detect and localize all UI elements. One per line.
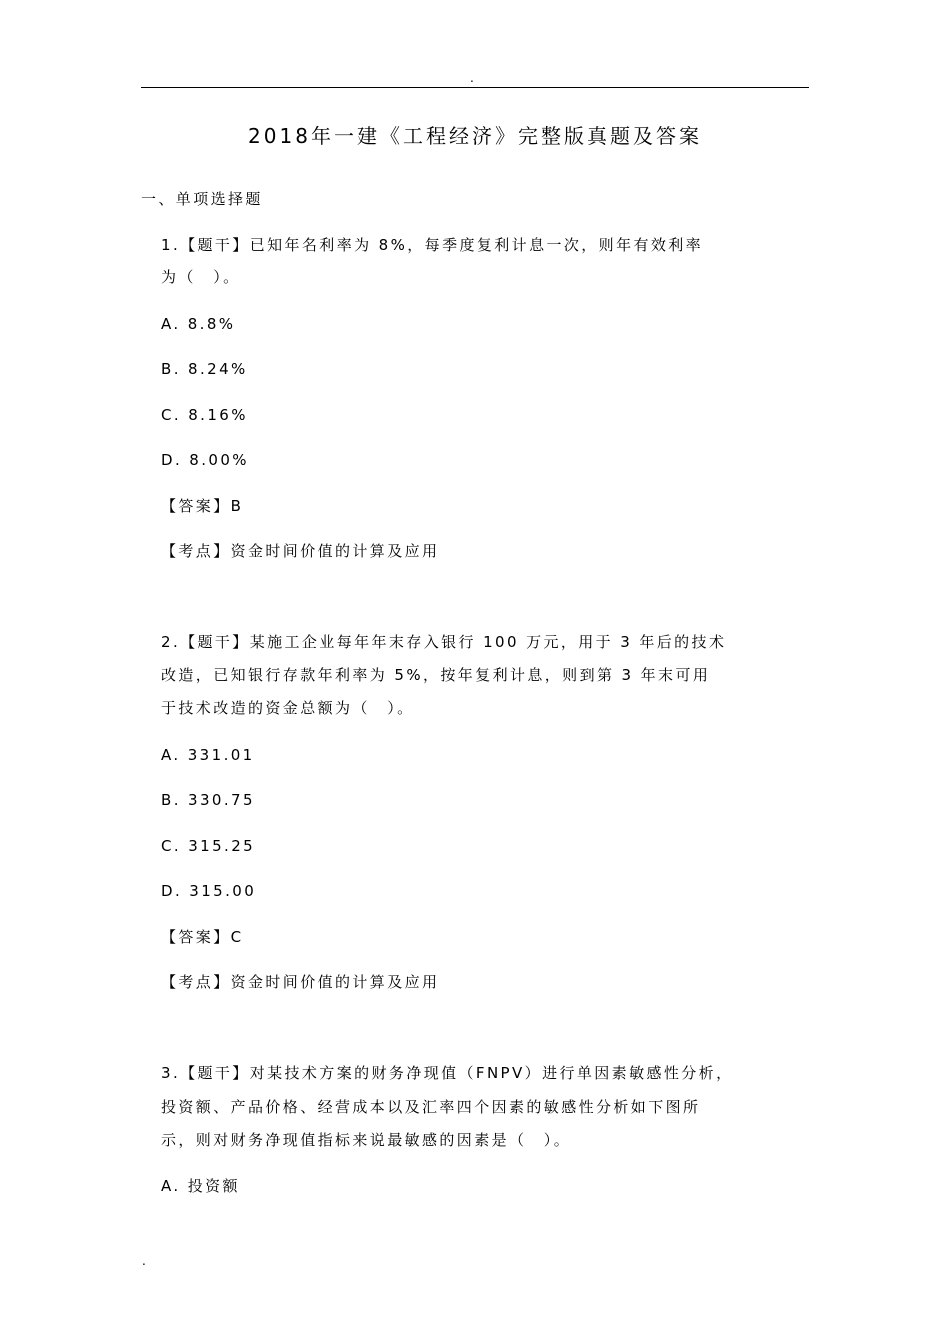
header-rule <box>141 87 809 88</box>
question-stem-line: 为（ ）。 <box>161 268 241 286</box>
answer: 【答案】C <box>161 928 244 946</box>
option-a: A. 8.8% <box>161 315 236 333</box>
answer: 【答案】B <box>161 497 244 515</box>
page-title: 2018年一建《工程经济》完整版真题及答案 <box>248 124 702 148</box>
option-a: A. 331.01 <box>161 746 255 764</box>
section-heading: 一、单项选择题 <box>141 190 263 208</box>
question-stem-line: 3.【题干】对某技术方案的财务净现值（FNPV）进行单因素敏感性分析， <box>161 1064 734 1082</box>
topic: 【考点】资金时间价值的计算及应用 <box>161 542 440 560</box>
option-d: D. 8.00% <box>161 451 249 469</box>
option-b: B. 330.75 <box>161 791 255 809</box>
footer-mark: . <box>142 1254 146 1268</box>
option-c: C. 315.25 <box>161 837 256 855</box>
question-stem-line: 于技术改造的资金总额为（ ）。 <box>161 699 415 717</box>
question-stem-line: 2.【题干】某施工企业每年年末存入银行 100 万元，用于 3 年后的技术 <box>161 633 727 651</box>
question-stem-line: 1.【题干】已知年名利率为 8%，每季度复利计息一次，则年有效利率 <box>161 236 704 254</box>
option-d: D. 315.00 <box>161 882 257 900</box>
topic: 【考点】资金时间价值的计算及应用 <box>161 973 440 991</box>
question-stem-line: 示，则对财务净现值指标来说最敏感的因素是（ ）。 <box>161 1131 572 1149</box>
option-c: C. 8.16% <box>161 406 248 424</box>
header-mark: . <box>470 71 474 85</box>
question-stem-line: 投资额、产品价格、经营成本以及汇率四个因素的敏感性分析如下图所 <box>161 1098 701 1116</box>
question-stem-line: 改造，已知银行存款年利率为 5%，按年复利计息，则到第 3 年末可用 <box>161 666 711 684</box>
option-b: B. 8.24% <box>161 360 248 378</box>
option-a: A. 投资额 <box>161 1177 240 1195</box>
